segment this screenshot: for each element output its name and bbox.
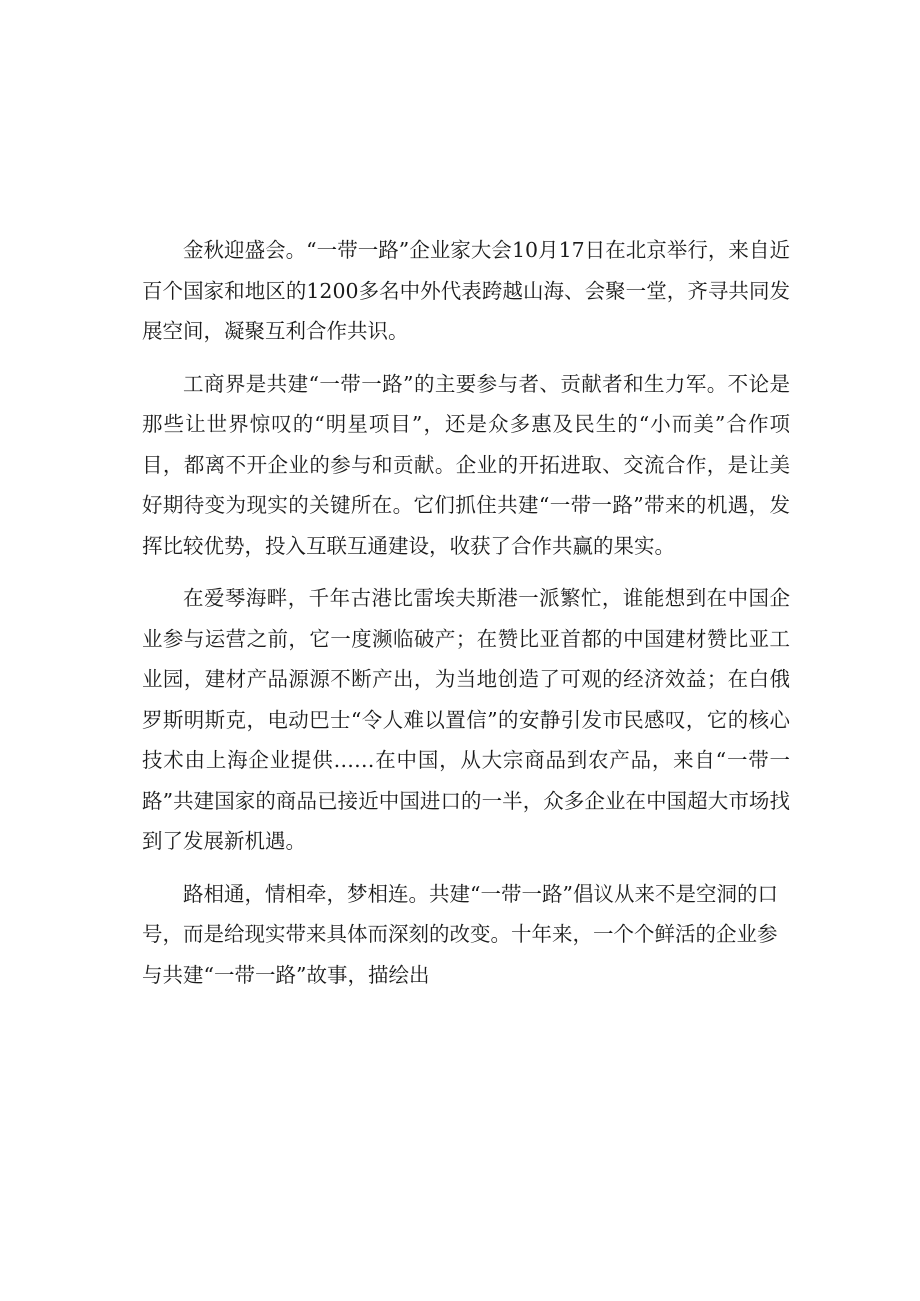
article-body (142, 230, 790, 1007)
paragraph-3: 在爱琴海畔，千年古港比雷埃夫斯港一派繁忙，谁能想到在中国企业参与运营之前，它一度濒临破产；在赞比亚首都的中国建材赞比亚工业园，建材产品源源不断产出，为当地创造了可观的经济效益；在白俄罗斯明斯克，电动巴士“令人难以置信”的安静引发市民感叹，它的核心技术由上海企业提供……在中国，从大宗商品到农产品，来自“一带一路”共建国家的商品已接近中国进口的一半，众多企业在中国超大市场找到了发展新机遇。 (142, 586, 790, 853)
paragraph-2: 工商界是共建“一带一路”的主要参与者、贡献者和生力军。不论是那些让世界惊叹的“明星项目”，还是众多惠及民生的“小而美”合作项目，都离不开企业的参与和贡献。企业的开拓进取、交流合作，是让美好期待变为现实的关键所在。它们抓住共建“一带一路”带来的机遇，发挥比较优势，投入互联互通建设，收获了合作共赢的果实。 (142, 371, 790, 558)
paragraph-4: 路相通，情相牵，梦相连。共建“一带一路”倡议从来不是空洞的口号，而是给现实带来具体而深刻的改变。十年来，一个个鲜活的企业参与共建“一带一路”故事，描绘出 (142, 881, 778, 987)
paragraph-1: 金秋迎盛会。“一带一路”企业家大会10月17日在北京举行，来自近百个国家和地区的1200多名中外代表跨越山海、会聚一堂，齐寻共同发展空间，凝聚互利合作共识。 (142, 238, 790, 343)
